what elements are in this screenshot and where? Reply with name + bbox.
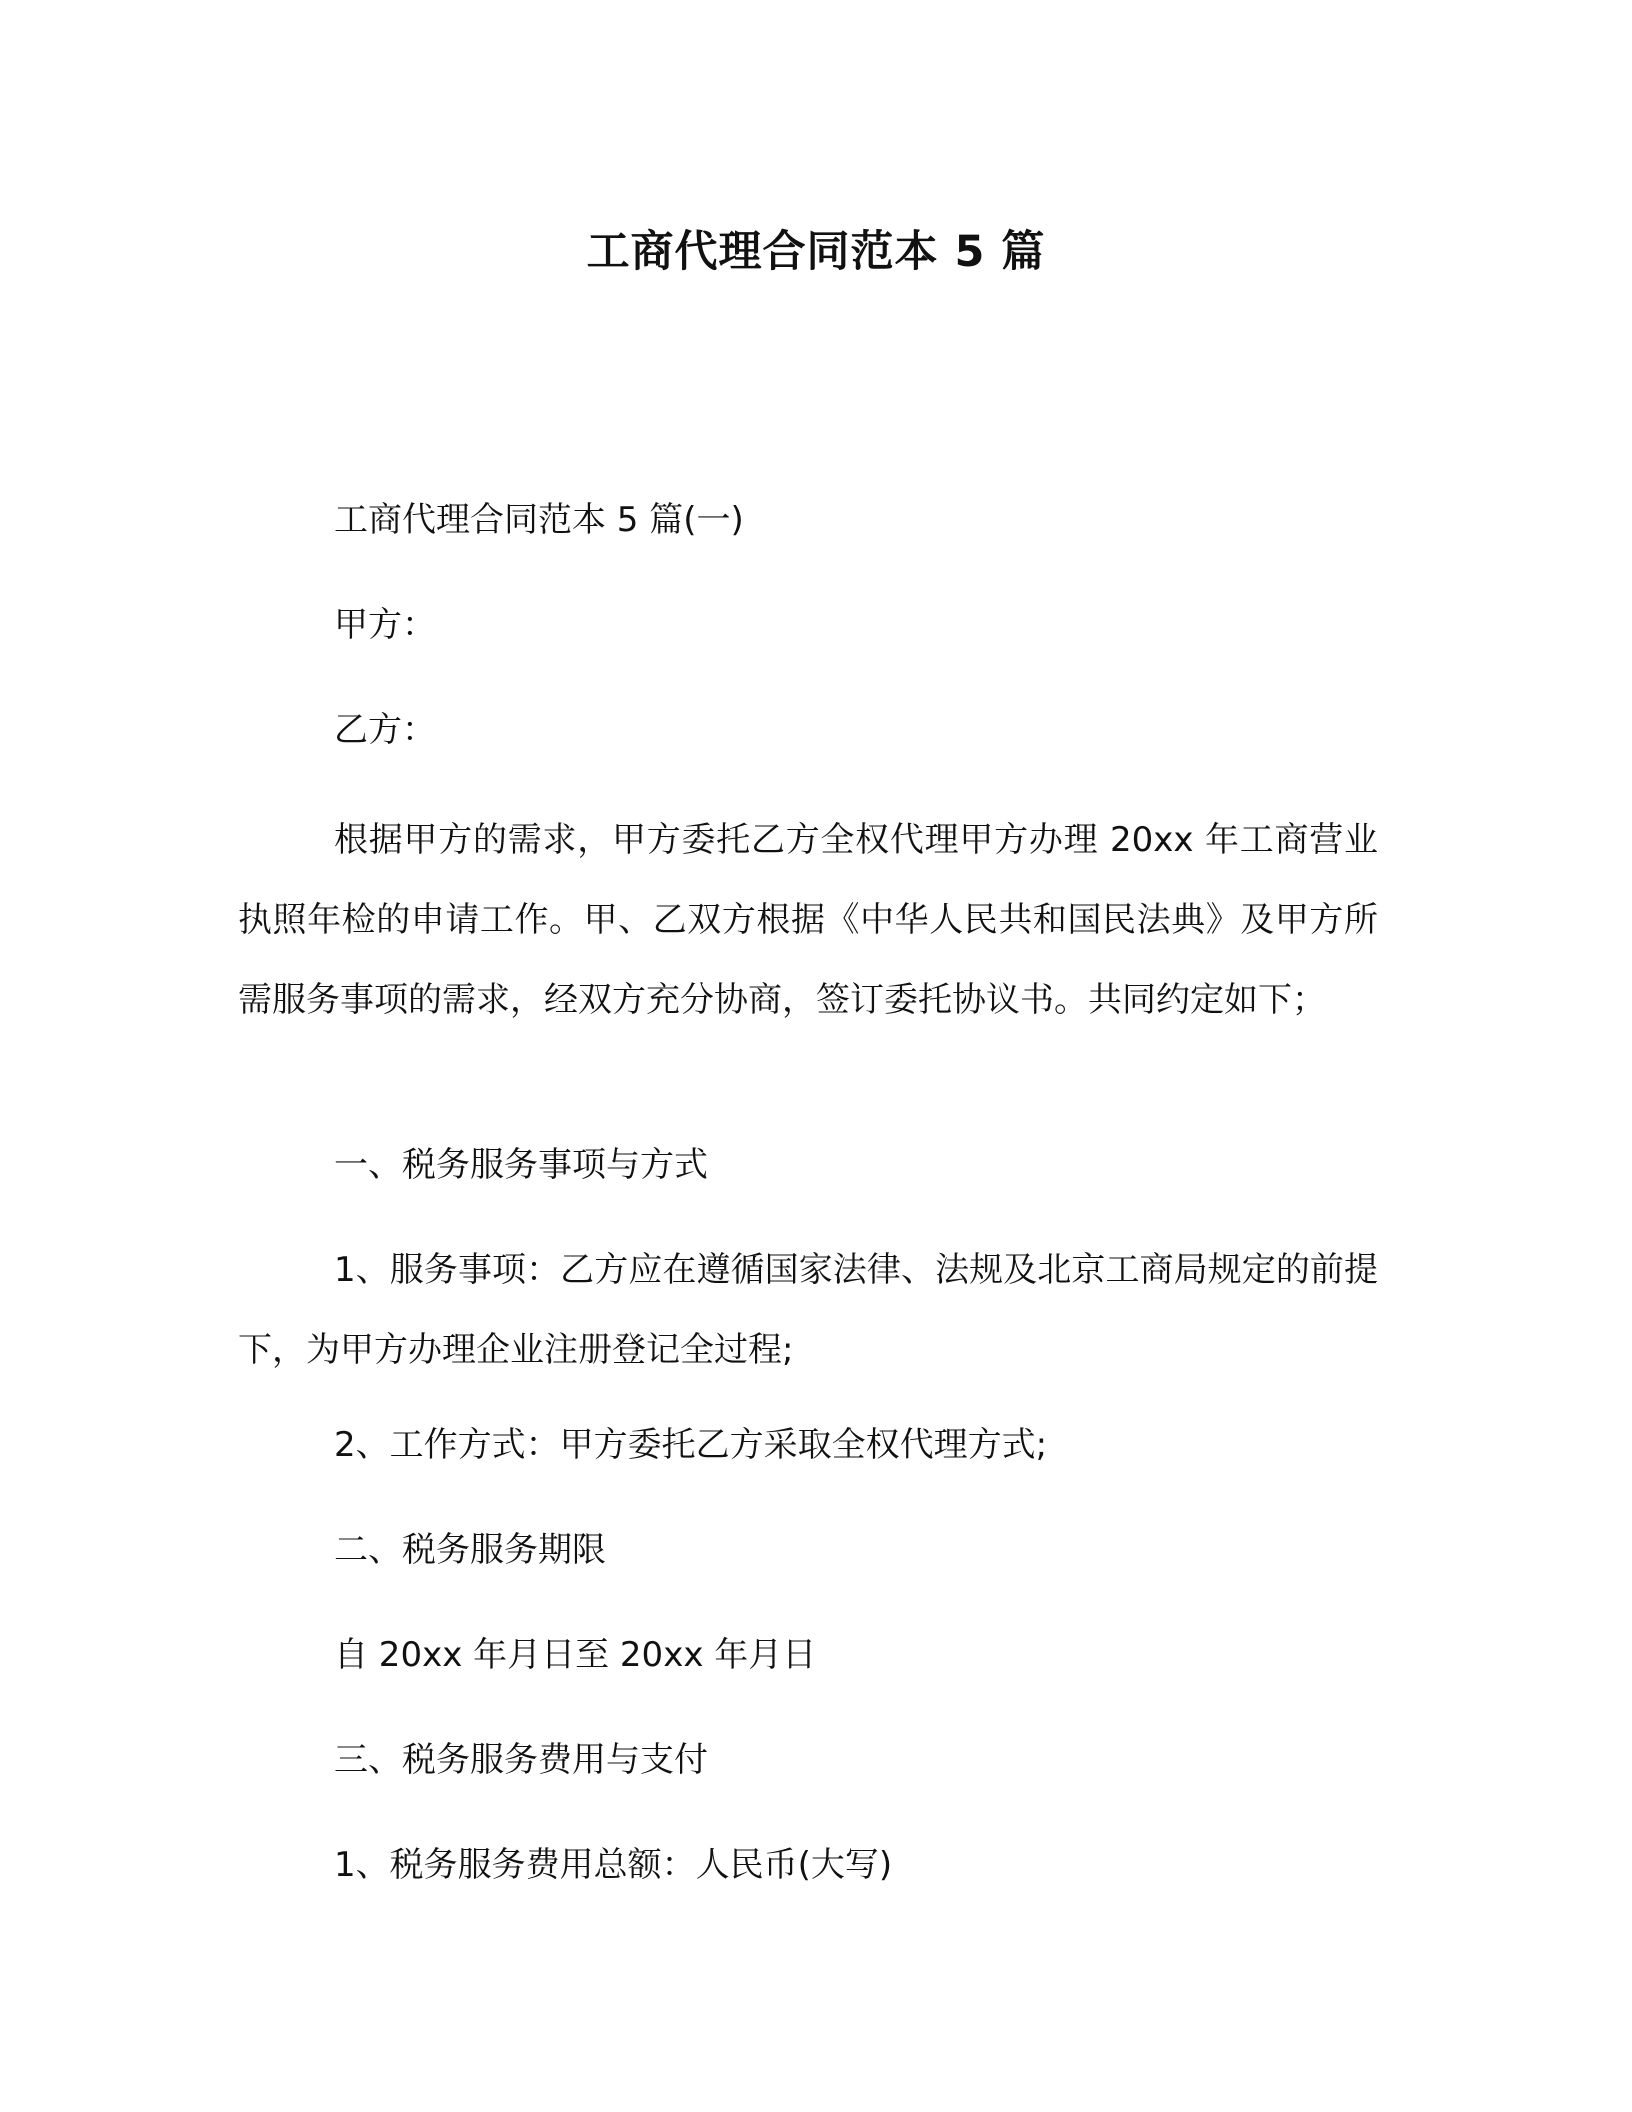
document-title: 工商代理合同范本 5 篇 bbox=[586, 227, 1046, 277]
section-heading: 工商代理合同范本 5 篇(一) bbox=[334, 500, 744, 540]
clause-1-item-2: 2、工作方式：甲方委托乙方采取全权代理方式; bbox=[334, 1425, 1048, 1465]
clause-1-item-1: 1、服务事项：乙方应在遵循国家法律、法规及北京工商局规定的前提下，为甲方办理企业注册登记全过程; bbox=[238, 1250, 1378, 1370]
party-a-label: 甲方： bbox=[334, 605, 436, 645]
clause-2-period: 自 20xx 年月日至 20xx 年月日 bbox=[334, 1635, 817, 1675]
clause-3-heading: 三、税务服务费用与支付 bbox=[334, 1740, 708, 1780]
clause-1-heading: 一、税务服务事项与方式 bbox=[334, 1145, 708, 1185]
clause-2-heading: 二、税务服务期限 bbox=[334, 1530, 606, 1570]
intro-paragraph: 根据甲方的需求，甲方委托乙方全权代理甲方办理 20xx 年工商营业执照年检的申请工作。甲、乙双方根据《中华人民共和国民法典》及甲方所需服务事项的需求，经双方充分协商，签订委托协议书。共同约定如下； bbox=[238, 820, 1378, 1020]
party-b-label: 乙方： bbox=[334, 710, 436, 750]
clause-3-item-1: 1、税务服务费用总额：人民币(大写) bbox=[334, 1845, 893, 1885]
